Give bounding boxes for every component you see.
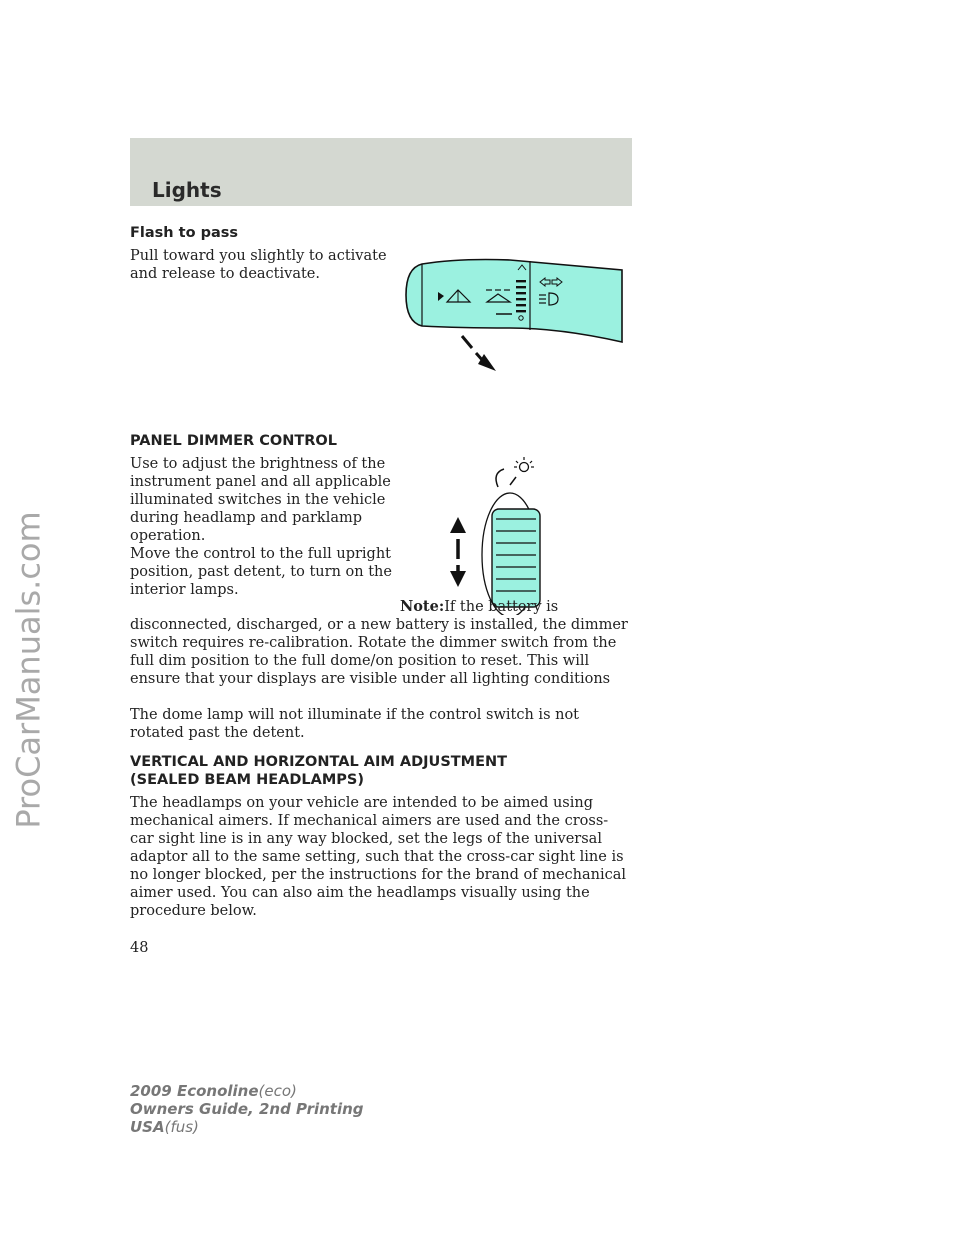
panel-dimmer-p1: Use to adjust the brightness of the instrument panel and all applicable illuminated switches in the vehicle during headlamp and parklamp operation. — [130, 456, 391, 544]
multifunction-stalk-illustration — [400, 250, 632, 375]
panel-dimmer-p2: Move the control to the full upright position, past detent, to turn on the interior lamps. — [130, 546, 392, 598]
note-label: Note: — [400, 598, 445, 615]
flash-to-pass-body: Pull toward you slightly to activate and release to deactivate. — [130, 248, 387, 282]
watermark — [2, 420, 56, 920]
aim-heading-line2: (SEALED BEAM HEADLAMPS) — [130, 772, 364, 788]
aim-heading-line1: VERTICAL AND HORIZONTAL AIM ADJUSTMENT — [130, 754, 508, 770]
panel-dimmer-p3: The dome lamp will not illuminate if the control switch is not rotated past the detent. — [130, 707, 580, 741]
footer-model-code: (eco) — [258, 1082, 297, 1100]
footer-region-code: (fus) — [164, 1118, 199, 1136]
flash-to-pass-heading: Flash to pass — [130, 225, 239, 241]
page-number: 48 — [130, 940, 149, 956]
footer-region: USA — [130, 1118, 165, 1136]
watermark-text: ProCarManuals.com — [10, 511, 48, 829]
panel-dimmer-heading: PANEL DIMMER CONTROL — [130, 433, 337, 449]
section-title: Lights — [152, 178, 222, 202]
panel-dimmer-note — [130, 598, 630, 688]
note-text: If the battery is disconnected, discharged, or a new battery is installed, the dimmer switch requires re-calibration. Rotate the dimmer switch from the full dim position to the full dome/on position to reset. This will ensure that your displays are visible under all lighting conditions — [130, 599, 628, 687]
footer — [130, 1082, 364, 1136]
aim-body: The headlamps on your vehicle are intended to be aimed using mechanical aimers. If mechanical aimers are used and the cross-car sight line is in any way blocked, set the legs of the universal adaptor all to the same setting, such that the cross-car sight line is no longer blocked, per the instructions for the brand of mechanical aimer used. You can also aim the headlamps visually using the procedure below. — [130, 795, 627, 919]
dimmer-wheel-illustration — [430, 455, 570, 615]
footer-model: 2009 Econoline — [130, 1082, 259, 1100]
section-header-band — [130, 138, 632, 206]
footer-guide: Owners Guide, 2nd Printing — [130, 1100, 364, 1118]
